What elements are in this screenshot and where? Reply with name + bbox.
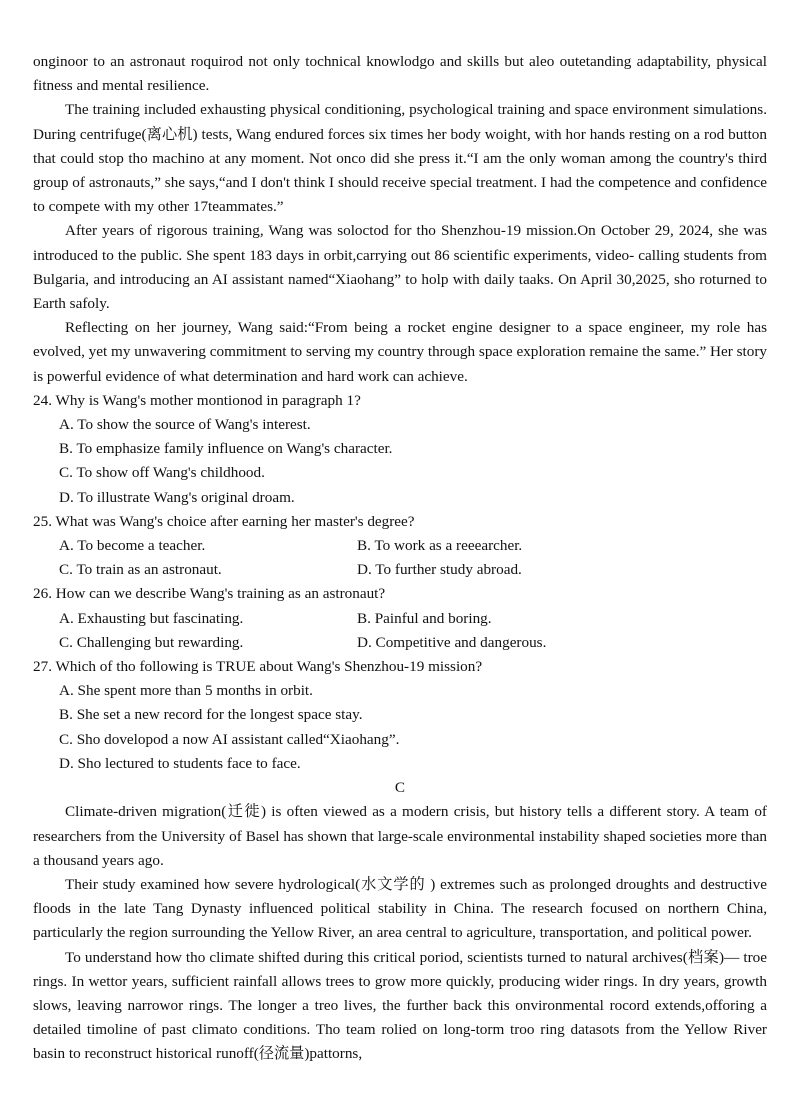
question-27-stem: 27. Which of tho following is TRUE about Wang's Shenzhou-19 mission? bbox=[33, 658, 483, 676]
question-25-options-row-2 bbox=[59, 558, 767, 582]
question-27-option-b: B. She set a new record for the longest space stay. bbox=[59, 706, 363, 724]
section-c-heading: C bbox=[394, 779, 406, 797]
question-26-options-row-2 bbox=[59, 631, 767, 655]
question-26-options-row-1 bbox=[59, 607, 767, 631]
question-25-options-row-1 bbox=[59, 534, 767, 558]
passage-b-paragraph-0: onginoor to an astronaut roquirod not only tochnical knowlodgo and skills but aleo outetanding adaptability, physical fitness and mental resilience. bbox=[33, 53, 767, 95]
question-25-option-b: B. To work as a reeearcher. bbox=[357, 537, 523, 555]
question-24-stem: 24. Why is Wang's mother montionod in paragraph 1? bbox=[33, 391, 361, 409]
passage-b-paragraph-2: After years of rigorous training, Wang was soloctod for tho Shenzhou-19 mission.On October 29, 2024, she was introduced to the public. She spent 183 days in orbit,carrying out 86 scientific experiments, video- calling students from Bulgaria, and introducing an AI assistant named“Xiaohang” to holp with daily taaks. On April 30,2025, sho roturned to Earth safoly. bbox=[33, 222, 767, 313]
question-26-stem: 26. How can we describe Wang's training as an astronaut? bbox=[33, 585, 386, 603]
question-25-stem: 25. What was Wang's choice after earning her master's degree? bbox=[33, 512, 415, 530]
question-26-option-d: D. Competitive and dangerous. bbox=[357, 633, 547, 651]
question-27-option-c: C. Sho dovelopod a now AI assistant called“Xiaohang”. bbox=[59, 730, 400, 748]
passage-c-paragraph-3: To understand how tho climate shifted during this critical poriod, scientists turned to natural archives(档案)— troe rings. In wettor years, sufficient rainfall allows trees to grow more quickly, producing wider rings. In dry years, growth slows, leaving narrowor rings. The longer a treo lives, the further back this onvironmental rocord extends,offoring a detailed timoline of past climato conditions. Tho team rolied on long-torm troo ring datasots from the Yellow River basin to reconstruct historical runoff(径流量)pattorns, bbox=[33, 948, 767, 1063]
question-24-option-d: D. To illustrate Wang's original droam. bbox=[59, 488, 295, 506]
question-26-option-a: A. Exhausting but fascinating. bbox=[59, 609, 244, 627]
passage-c-paragraph-2: Their study examined how severe hydrological(水文学的 ) extremes such as prolonged droughts and destructive floods in the late Tang Dynasty influenced political stability in China. The research focused on northern China, particularly the region surrounding the Yellow River, an area central to agriculture, transportation, and political power. bbox=[33, 875, 767, 942]
question-27-option-d: D. Sho lectured to students face to face. bbox=[59, 754, 301, 772]
question-24-option-c: C. To show off Wang's childhood. bbox=[59, 464, 265, 482]
passage-b-paragraph-1: The training included exhausting physical conditioning, psychological training and space environment simulations. During centrifuge(离心机) tests, Wang endured forces six times her body woight, with hor hands resting on a rod button that could stop tho machino at any moment. Not onco did she press it.“I am the only woman among the country's third group of astronauts,” she says,“and I don't think I should receive special treatment. I had the competence and confidence to compete with my other 17teammates.” bbox=[33, 101, 767, 216]
question-26-option-b: B. Painful and boring. bbox=[357, 609, 492, 627]
question-25-option-c: C. To train as an astronaut. bbox=[59, 561, 222, 579]
question-25-option-a: A. To become a teacher. bbox=[59, 537, 206, 555]
question-26-option-c: C. Challenging but rewarding. bbox=[59, 633, 244, 651]
question-27-option-a: A. She spent more than 5 months in orbit. bbox=[59, 682, 313, 700]
question-24-option-b: B. To emphasize family influence on Wang's character. bbox=[59, 440, 393, 458]
passage-c-paragraph-1: Climate-driven migration(迁徙) is often viewed as a modern crisis, but history tells a different story. A team of researchers from the University of Basel has shown that large-scale environmental instability shaped societies more than a thousand years ago. bbox=[33, 803, 767, 869]
passage-b-paragraph-3: Reflecting on her journey, Wang said:“From being a rocket engine designer to a space engineer, my role has evolved, yet my unwavering commitment to serving my country through space exploration remaine the same.” Her story is powerful evidence of what determination and hard work can achieve. bbox=[33, 319, 767, 385]
question-24-option-a: A. To show the source of Wang's interest. bbox=[59, 416, 311, 434]
question-25-option-d: D. To further study abroad. bbox=[357, 561, 522, 579]
